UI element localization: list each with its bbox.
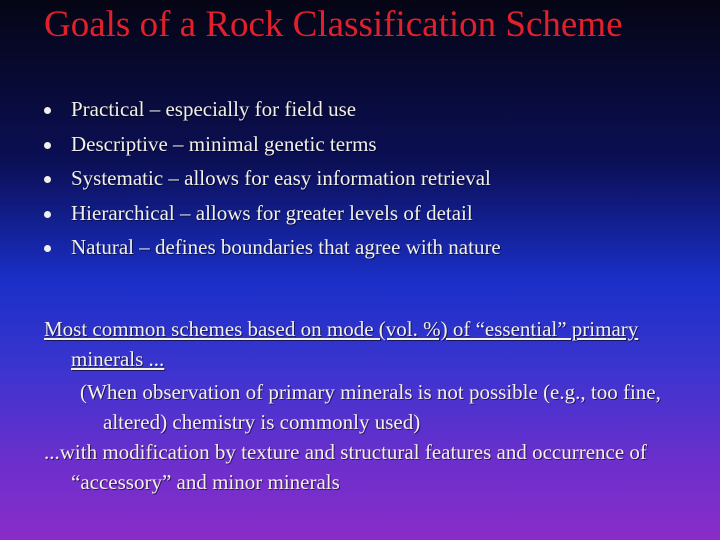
body-text [44, 314, 684, 497]
bullet-text: Descriptive – minimal genetic terms [71, 131, 377, 156]
bullet-dot-icon [44, 245, 51, 252]
bullet-item [44, 163, 501, 198]
bullet-dot-icon [44, 107, 51, 114]
bullet-text: Hierarchical – allows for greater levels of detail [71, 200, 473, 225]
bullet-list [44, 94, 501, 267]
modal-schemes-paragraph: Most common schemes based on mode (vol. %) of “essential” primary minerals ... [44, 317, 639, 371]
slide-title: Goals of a Rock Classification Scheme [44, 4, 623, 45]
bullet-text: Natural – defines boundaries that agree with nature [71, 235, 501, 259]
bullet-text: Systematic – allows for easy information retrieval [71, 166, 491, 190]
bullet-item [44, 198, 501, 233]
bullet-item [44, 232, 501, 267]
bullet-item [44, 94, 501, 129]
bullet-text: Practical – especially for field use [71, 97, 357, 121]
chemistry-note-paragraph: (When observation of primary minerals is not possible (e.g., too fine, altered) chemistry is commonly used) [80, 380, 661, 434]
bullet-dot-icon [44, 211, 51, 218]
texture-modification-paragraph: ...with modification by texture and structural features and occurrence of “accessory” and minor minerals [44, 440, 647, 494]
bullet-item [44, 129, 501, 164]
bullet-dot-icon [44, 176, 51, 183]
bullet-dot-icon [44, 142, 51, 149]
